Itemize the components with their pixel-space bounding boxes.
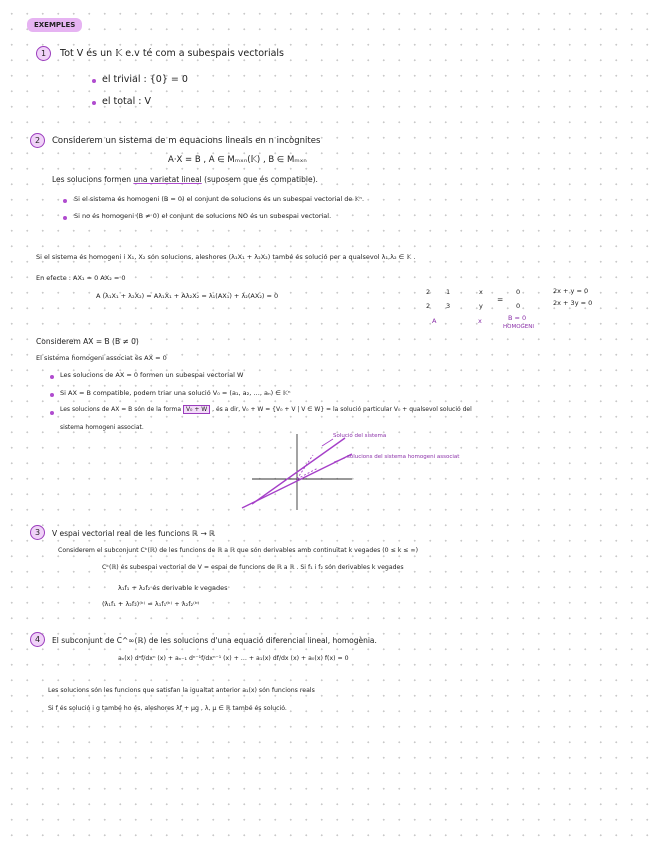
s3-line1: V espai vectorial real de les funcions ℝ → ℝ [52, 529, 216, 538]
label-pointer [334, 458, 345, 462]
s4-line2: Les solucions són les funcions que satisfan la igualtat anterior a₁(x) són funcions reals [48, 687, 315, 694]
s1-bullet-trivial: el trivial : {0} = 0 [102, 74, 188, 85]
matrix-cell: 1 [446, 288, 451, 296]
system-eq2: 2x + 3y = 0 [553, 299, 593, 307]
s2b-boxed-V0W: V₀ + W [183, 405, 210, 414]
matrix-cell: 3 [446, 302, 451, 310]
vector-x-cell: x [479, 288, 483, 296]
vector-zero-cell: 0 [516, 302, 521, 310]
s2-line3-underlined: una varietat lineal [133, 175, 202, 184]
graph-label-solution: Solució del sistema [333, 433, 387, 439]
item-number-2: 2 [30, 133, 45, 148]
s1-line: Tot V és un 𝕂 e.v té com a subespais vectorials [60, 48, 284, 59]
label-A: A [432, 317, 437, 325]
s2-line4: Si el sistema és homogeni i X₁, X₂ són solucions, aleshores (λ₁X₁ + λ₂X₂) també és solució per a qualsevol λ₁,λ₂ ∈ 𝕂 . [36, 253, 416, 261]
graph-label-homogeneous: solucions del sistema homogeni associat [347, 454, 460, 460]
system-eq1: 2x + y = 0 [553, 287, 589, 295]
item-number-4: 4 [30, 632, 45, 647]
s4-differential-equation: aₙ(x) dⁿf/dxⁿ (x) + aₙ₋₁ dⁿ⁻¹f/dxⁿ⁻¹ (x) + … + a₁(x) df/dx (x) + a₀(x) f(x) = 0 [118, 655, 349, 662]
equals-sign: = [497, 295, 504, 304]
label-homogeni: HOMOGENI [503, 324, 535, 330]
matrix-cell: 2 [426, 302, 431, 310]
s2-line1: Considerem un sistema de m equacions lineals en n incògnites [52, 136, 321, 146]
vector-zero-cell: 0 [516, 288, 521, 296]
s1-bullet-total: el total : V [102, 96, 151, 107]
s3-line5: (λ₁f₁ + λ₂f₂)⁽ᵏ⁾ = λ₁f₁⁽ᵏ⁾ + λ₂f₂⁽ᵏ⁾ [102, 600, 200, 608]
s2b-line1: Considerem AX = B (B ≠ 0) [36, 337, 139, 346]
s2-line3-c: (suposem que és compatible). [201, 175, 318, 184]
s2b-bullet2: Si AX = B compatible, podem triar una solució V₀ = (a₁, a₂, …, aₙ) ∈ 𝕂ⁿ [60, 389, 291, 397]
s2b-bullet3-cont: sistema homogeni associat. [60, 424, 144, 431]
label-x: x [478, 317, 482, 325]
s2b-bullet3-b: , és a dir, V₀ + W = {V₀ + V | V ∈ W} = la solució particular V₀ + qualsevol solució del [210, 406, 472, 413]
particular-solution-line [252, 438, 345, 504]
s3-line4: λ₁f₁ + λ₂f₂ és derivable k vegades [118, 584, 228, 592]
section-title-chip: EXEMPLES [27, 18, 82, 32]
label-B-zero: B = 0 [508, 314, 527, 322]
s3-line2: Considerem el subconjunt Cᵏ(ℝ) de les funcions de ℝ a ℝ que són derivables amb continuïtat k vegades (0 ≤ k ≤ ∞) [58, 547, 419, 554]
s2b-bullet3-a: Les solucions de AX = B són de la forma [60, 406, 183, 413]
s2-bullet-homogeni: Si el sistema és homogeni (B = 0) el conjunt de solucions és un subespai vectorial de 𝕂ⁿ. [74, 195, 365, 203]
s2-bullet-no-homogeni: Si no és homogeni (B ≠ 0) el conjunt de solucions NO és un subespai vectorial. [74, 212, 332, 220]
s2-equation: A·X = B , A ∈ Mₘₓₙ(𝕂) , B ∈ Mₘₓₙ [168, 155, 307, 165]
vector-x-cell: y [479, 302, 483, 310]
matrix-cell: 2 [426, 288, 431, 296]
s2b-line2: El sistema homogeni associat és AX = 0 [36, 354, 167, 362]
s4-line3: Si f és solució i g també ho és, aleshores λf + μg , λ, μ ∈ ℝ també és solució. [48, 705, 287, 712]
item-number-1: 1 [36, 46, 51, 61]
label-pointer [322, 439, 333, 446]
s2b-bullet1: Les solucions de AX = 0 formen un subespai vectorial W [60, 371, 244, 379]
s2-line3-a: Les solucions formen [52, 175, 134, 184]
s2-line6: A (λ₁X₁ + λ₂X₂) = Aλ₁X₁ + Aλ₂X₂ = λ₁(AX₁) + λ₂(AX₂) = 0 [96, 292, 279, 300]
s4-line1: El subconjunt de C^∞(ℝ) de les solucions d'una equació diferencial lineal, homogènia. [52, 636, 377, 645]
s3-line3: Cᵏ(ℝ) és subespai vectorial de V = espai de funcions de ℝ a ℝ . Si f₁ i f₂ són derivables k vegades [102, 564, 404, 571]
item-number-3: 3 [30, 525, 45, 540]
s2-line5: En efecte : AX₁ = 0 AX₂ = 0 [36, 274, 126, 282]
